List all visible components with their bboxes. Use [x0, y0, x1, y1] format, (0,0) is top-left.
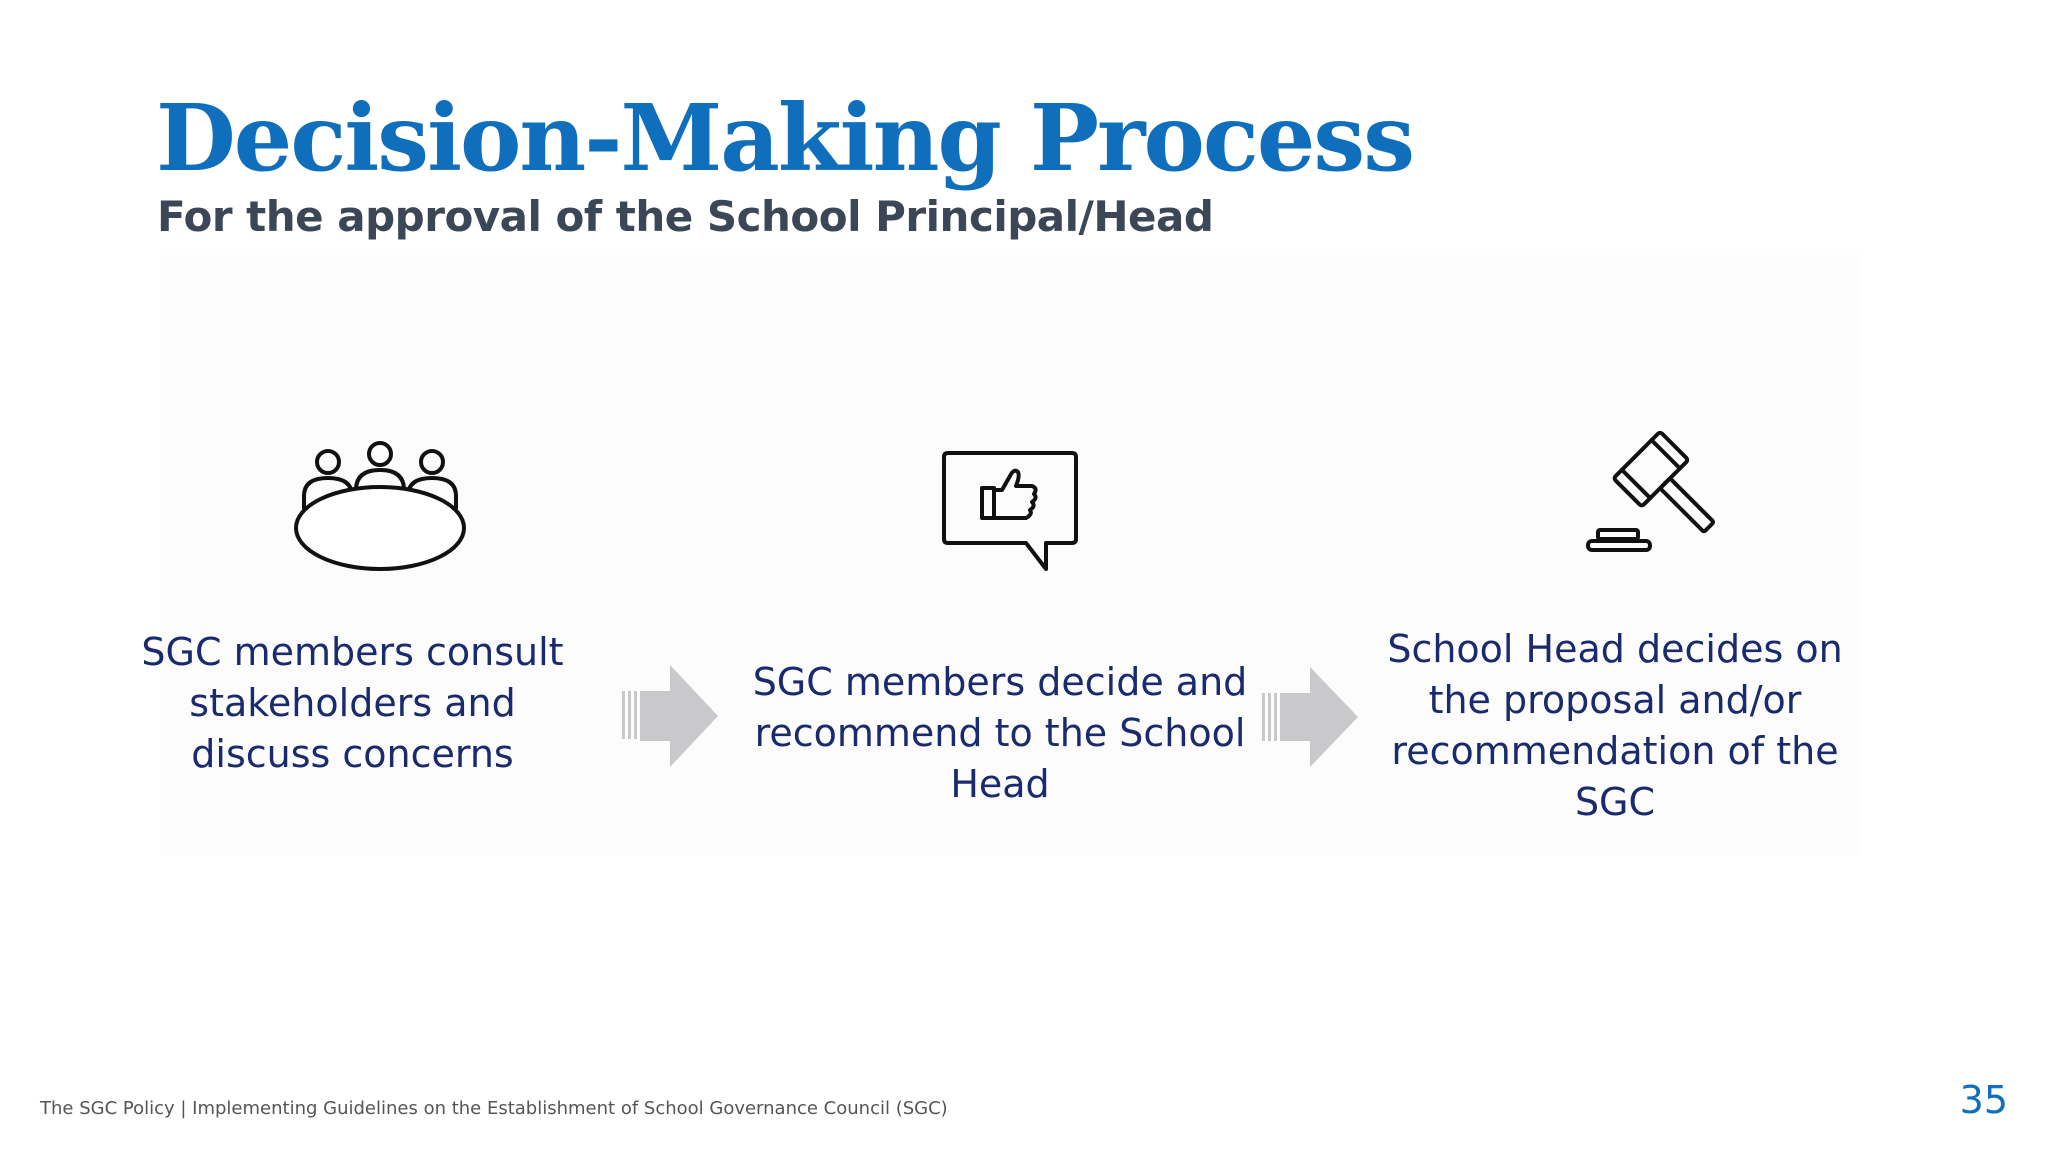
thumbs-up-speech-bubble-icon [942, 448, 1078, 572]
slide-title: Decision-Making Process [156, 84, 1414, 192]
step-3-text: School Head decides on the proposal and/or recommendation of the SGC [1387, 627, 1843, 824]
meeting-table-icon [290, 438, 470, 578]
page-number: 35 [1959, 1078, 2008, 1122]
step-1-text: SGC members consult stakeholders and discuss concerns [141, 630, 564, 776]
gavel-icon [1586, 424, 1716, 554]
right-arrow-icon [622, 665, 718, 767]
footer-text: The SGC Policy | Implementing Guidelines on the Establishment of School Governance Council (SGC) [40, 1098, 948, 1119]
step-2-text: SGC members decide and recommend to the School Head [752, 660, 1248, 806]
right-arrow-icon [1262, 667, 1358, 767]
slide-subtitle: For the approval of the School Principal/Head [157, 192, 1214, 241]
